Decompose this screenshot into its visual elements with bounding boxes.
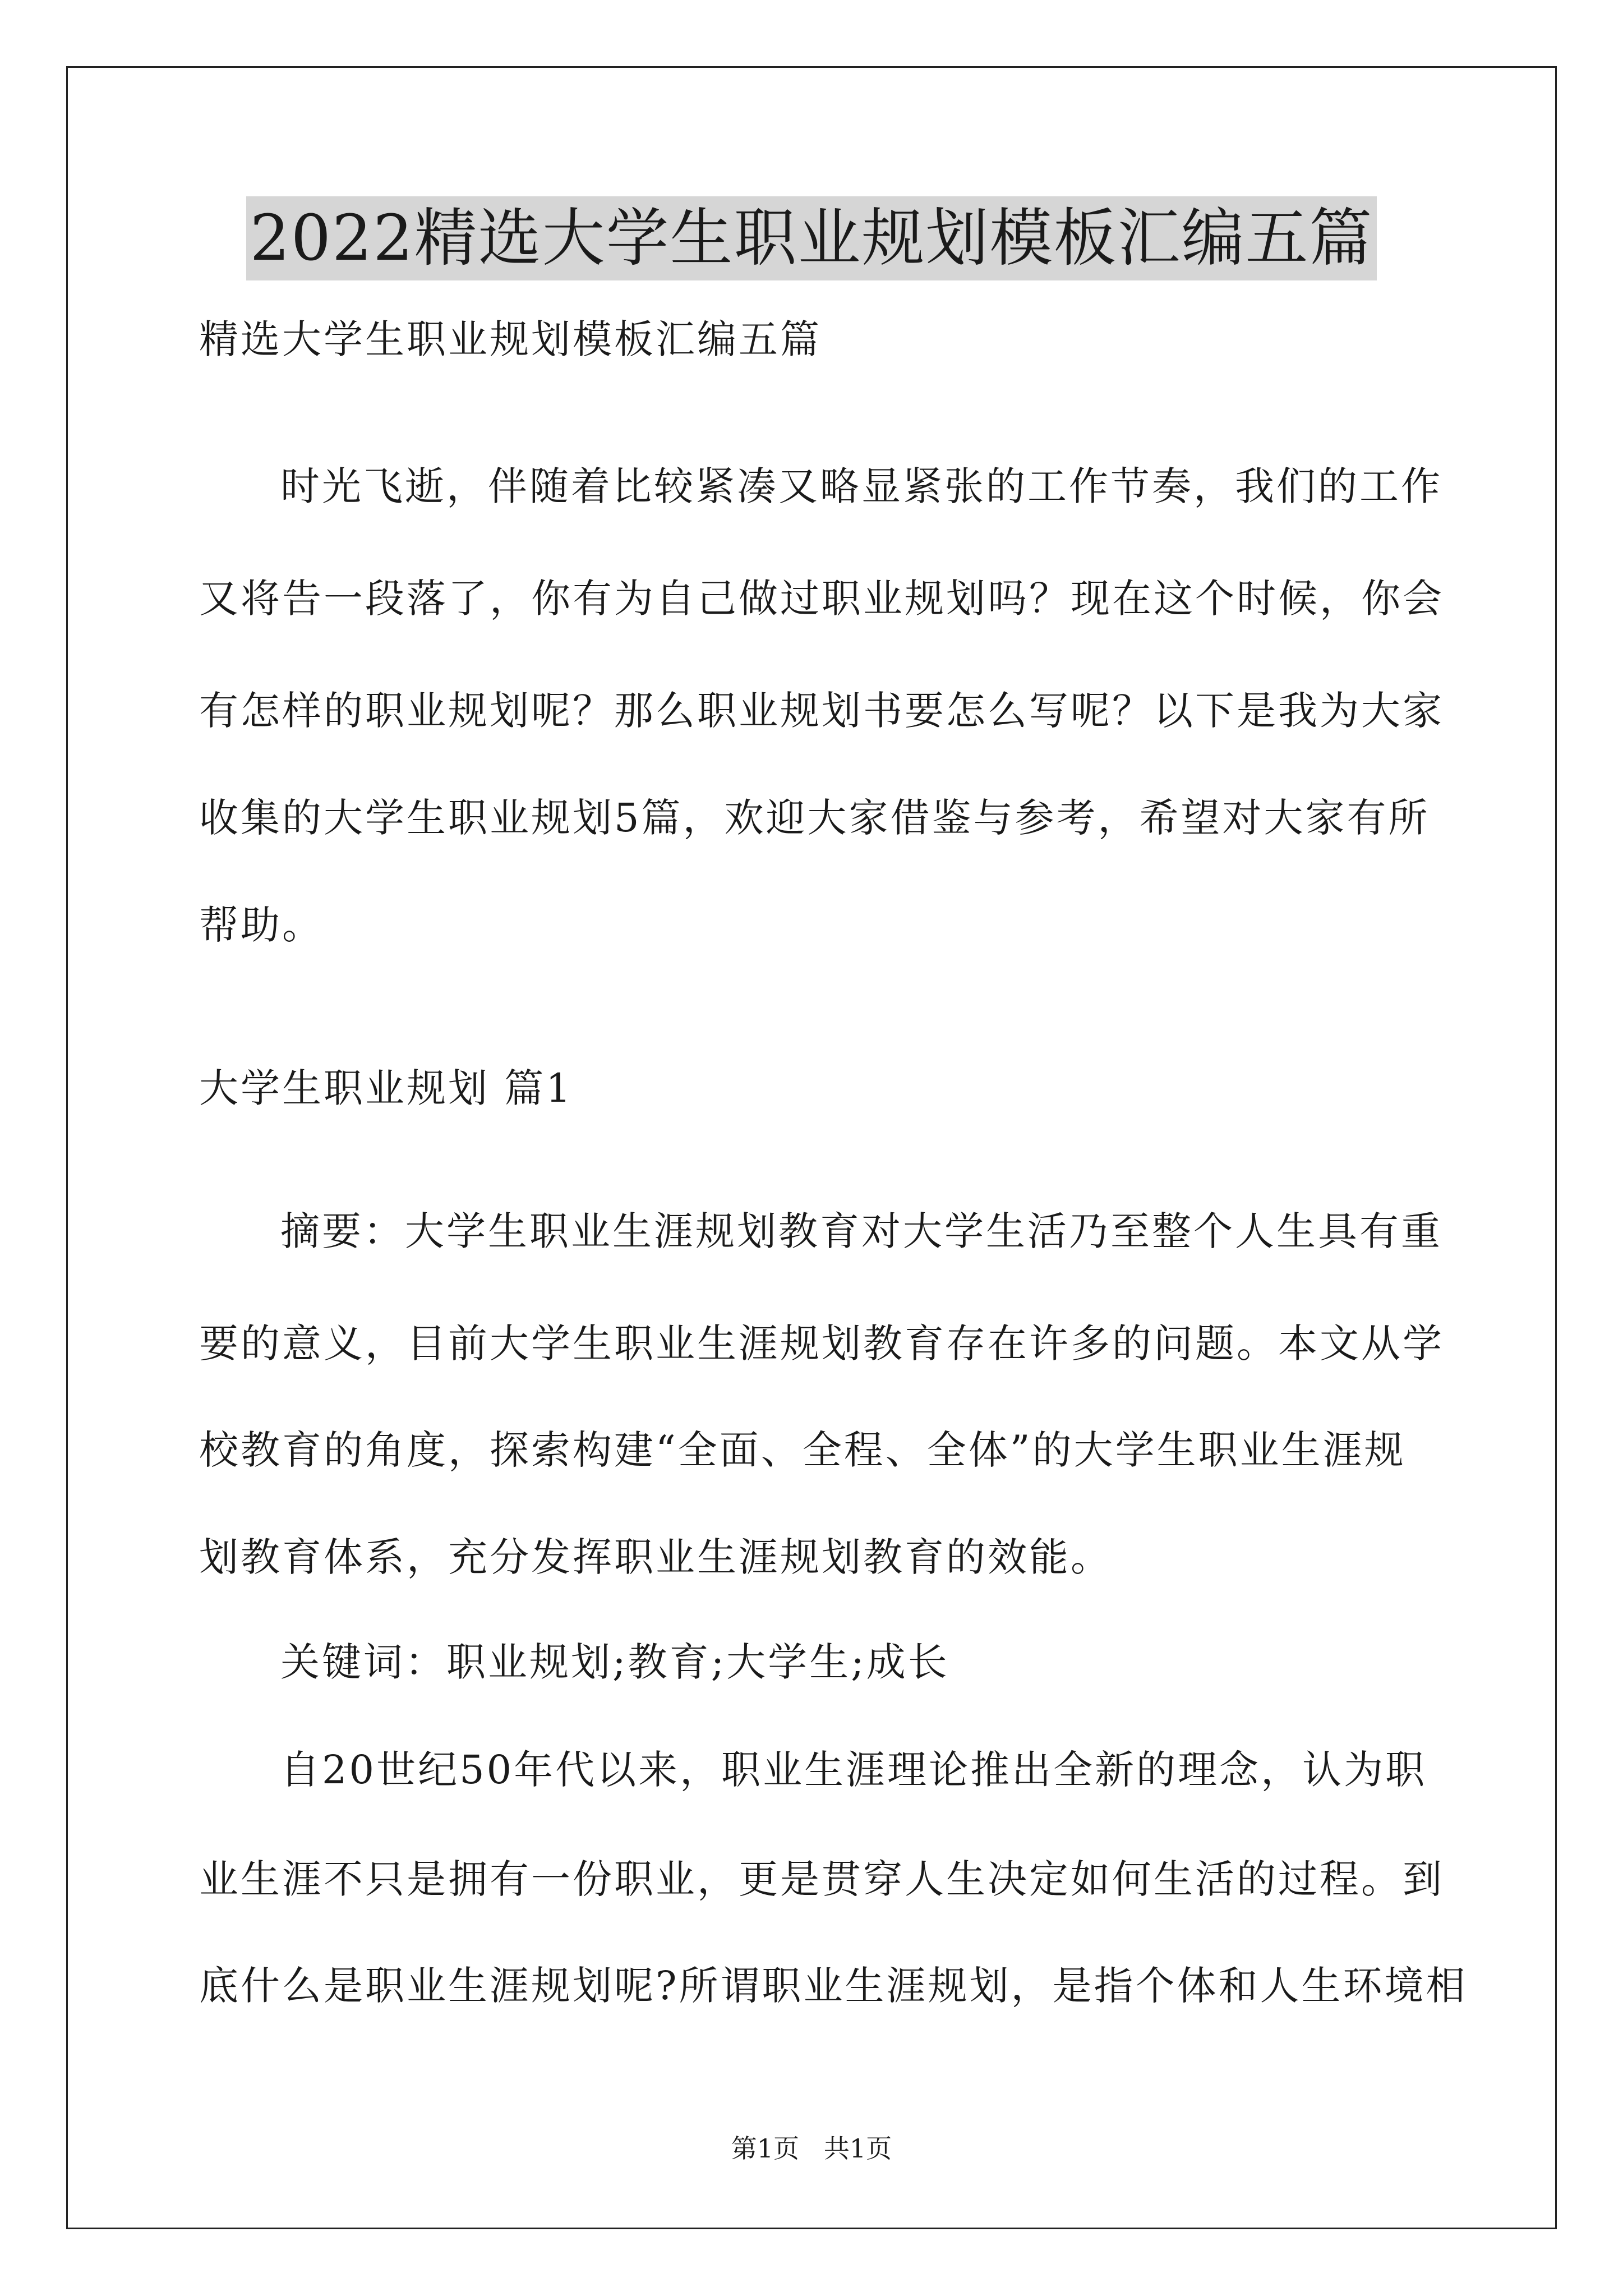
keywords-line: 关键词：职业规划;教育;大学生;成长: [280, 1639, 949, 1685]
abstract-line: 要的意义，目前大学生职业生涯规划教育存在许多的问题。本文从学: [199, 1320, 1444, 1366]
section-heading: 大学生职业规划 篇1: [199, 1065, 573, 1111]
page-border: [66, 66, 1557, 2229]
body-line: 自20世纪50年代以来，职业生涯理论推出全新的理念，认为职: [280, 1747, 1427, 1793]
abstract-line: 校教育的角度，探索构建“全面、全程、全体”的大学生职业生涯规: [199, 1427, 1406, 1473]
body-line: 业生涯不只是拥有一份职业，更是贯穿人生决定如何生活的过程。到: [199, 1856, 1444, 1902]
intro-line: 有怎样的职业规划呢？那么职业规划书要怎么写呢？以下是我为大家: [199, 688, 1444, 734]
page-footer: 第1页 共1页: [731, 2133, 892, 2164]
intro-line: 又将告一段落了，你有为自己做过职业规划吗？现在这个时候，你会: [199, 576, 1444, 622]
abstract-line: 摘要：大学生职业生涯规划教育对大学生活乃至整个人生具有重: [280, 1208, 1442, 1254]
abstract-line: 划教育体系，充分发挥职业生涯规划教育的效能。: [199, 1534, 1112, 1580]
document-title: [0, 196, 1623, 280]
document-title-text: 2022精选大学生职业规划模板汇编五篇: [246, 196, 1376, 280]
intro-line: 帮助。: [199, 902, 324, 948]
document-subtitle: 精选大学生职业规划模板汇编五篇: [199, 316, 822, 362]
intro-line: 收集的大学生职业规划5篇，欢迎大家借鉴与参考，希望对大家有所: [199, 795, 1430, 841]
intro-line: 时光飞逝，伴随着比较紧凑又略显紧张的工作节奏，我们的工作: [280, 463, 1442, 509]
body-line: 底什么是职业生涯规划呢?所谓职业生涯规划，是指个体和人生环境相: [199, 1963, 1468, 2009]
